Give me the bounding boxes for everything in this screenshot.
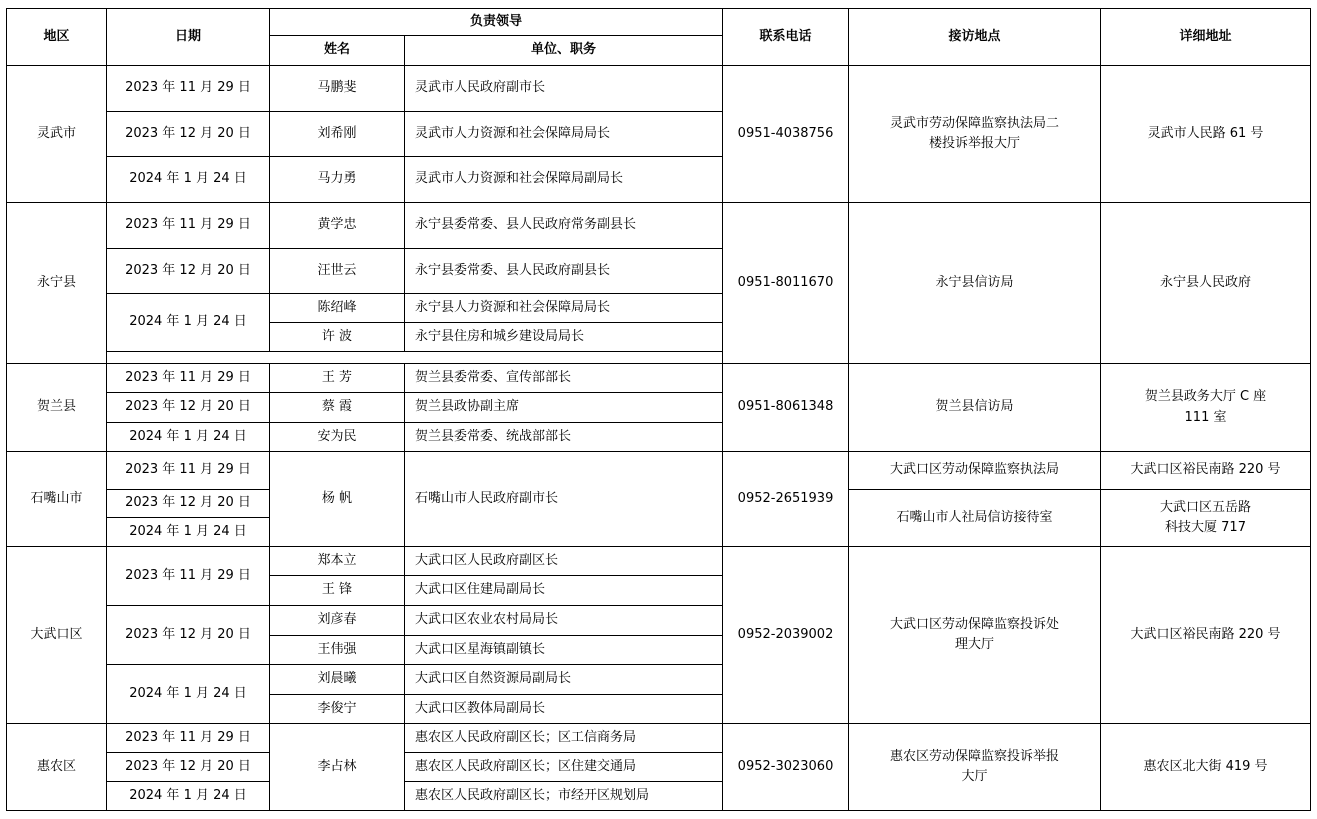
address-cell: 永宁县人民政府 (1101, 203, 1311, 364)
date-cell: 2024 年 1 月 24 日 (107, 665, 270, 724)
table-row (7, 547, 1311, 576)
header-phone: 联系电话 (723, 9, 849, 66)
region-cell: 永宁县 (7, 203, 107, 364)
leader-name: 马力勇 (270, 157, 405, 203)
leader-name: 李占林 (270, 724, 405, 811)
leader-name: 黄学忠 (270, 203, 405, 249)
leader-role: 大武口区农业农村局局长 (405, 606, 723, 636)
venue-cell: 灵武市劳动保障监察执法局二 楼投诉举报大厅 (849, 66, 1101, 203)
venue-cell: 大武口区劳动保障监察执法局 (849, 452, 1101, 490)
address-cell: 惠农区北大街 419 号 (1101, 724, 1311, 811)
date-cell: 2023 年 12 月 20 日 (107, 249, 270, 294)
date-cell: 2023 年 11 月 29 日 (107, 724, 270, 753)
leader-name: 李俊宁 (270, 695, 405, 724)
date-cell: 2024 年 1 月 24 日 (107, 157, 270, 203)
leader-role: 永宁县住房和城乡建设局局长 (405, 323, 723, 352)
leader-role: 灵武市人民政府副市长 (405, 66, 723, 112)
header-date: 日期 (107, 9, 270, 66)
table-row (7, 452, 1311, 490)
header-leader-group: 负责领导 (270, 9, 723, 36)
leader-role: 大武口区星海镇副镇长 (405, 636, 723, 665)
date-cell: 2023 年 11 月 29 日 (107, 547, 270, 606)
region-cell: 灵武市 (7, 66, 107, 203)
date-cell: 2023 年 11 月 29 日 (107, 452, 270, 490)
leader-name: 杨 帆 (270, 452, 405, 547)
leader-name: 王 芳 (270, 364, 405, 393)
leader-name: 安为民 (270, 423, 405, 452)
venue-cell: 贺兰县信访局 (849, 364, 1101, 452)
leader-name: 许 波 (270, 323, 405, 352)
date-cell: 2023 年 12 月 20 日 (107, 490, 270, 518)
address-cell: 大武口区裕民南路 220 号 (1101, 452, 1311, 490)
leader-name: 刘希刚 (270, 112, 405, 157)
date-cell: 2023 年 12 月 20 日 (107, 112, 270, 157)
leader-role: 惠农区人民政府副区长；区工信商务局 (405, 724, 723, 753)
leader-name: 蔡 霞 (270, 393, 405, 423)
leader-role: 惠农区人民政府副区长；区住建交通局 (405, 753, 723, 782)
header-region: 地区 (7, 9, 107, 66)
leader-role: 大武口区住建局副局长 (405, 576, 723, 606)
address-cell: 大武口区裕民南路 220 号 (1101, 547, 1311, 724)
table-row (7, 66, 1311, 112)
leader-role: 灵武市人力资源和社会保障局副局长 (405, 157, 723, 203)
header-name: 姓名 (270, 36, 405, 66)
leader-role: 贺兰县政协副主席 (405, 393, 723, 423)
date-cell: 2024 年 1 月 24 日 (107, 782, 270, 811)
leader-role: 永宁县委常委、县人民政府副县长 (405, 249, 723, 294)
venue-cell: 永宁县信访局 (849, 203, 1101, 364)
date-cell: 2024 年 1 月 24 日 (107, 423, 270, 452)
leader-role: 石嘴山市人民政府副市长 (405, 452, 723, 547)
leader-role: 灵武市人力资源和社会保障局局长 (405, 112, 723, 157)
leader-name: 郑本立 (270, 547, 405, 576)
date-cell: 2024 年 1 月 24 日 (107, 294, 270, 352)
leader-role: 贺兰县委常委、统战部部长 (405, 423, 723, 452)
address-cell: 灵武市人民路 61 号 (1101, 66, 1311, 203)
date-cell: 2023 年 11 月 29 日 (107, 364, 270, 393)
table-row (7, 724, 1311, 753)
leader-role: 大武口区人民政府副区长 (405, 547, 723, 576)
venue-cell: 大武口区劳动保障监察投诉处 理大厅 (849, 547, 1101, 724)
leader-name: 马鹏斐 (270, 66, 405, 112)
header-address: 详细地址 (1101, 9, 1311, 66)
region-cell: 惠农区 (7, 724, 107, 811)
phone-cell: 0952-2651939 (723, 452, 849, 547)
leader-role: 大武口区教体局副局长 (405, 695, 723, 724)
leader-name: 汪世云 (270, 249, 405, 294)
region-cell: 贺兰县 (7, 364, 107, 452)
date-cell: 2024 年 1 月 24 日 (107, 518, 270, 547)
leader-name: 陈绍峰 (270, 294, 405, 323)
leader-name: 王 锋 (270, 576, 405, 606)
phone-cell: 0952-3023060 (723, 724, 849, 811)
header-unit-position: 单位、职务 (405, 36, 723, 66)
region-cell: 大武口区 (7, 547, 107, 724)
leader-role: 永宁县委常委、县人民政府常务副县长 (405, 203, 723, 249)
leader-role: 永宁县人力资源和社会保障局局长 (405, 294, 723, 323)
date-cell: 2023 年 11 月 29 日 (107, 66, 270, 112)
date-cell: 2023 年 12 月 20 日 (107, 393, 270, 423)
venue-cell: 石嘴山市人社局信访接待室 (849, 490, 1101, 547)
table-row (7, 364, 1311, 393)
phone-cell: 0951-8011670 (723, 203, 849, 364)
date-cell: 2023 年 12 月 20 日 (107, 753, 270, 782)
leader-role: 贺兰县委常委、宣传部部长 (405, 364, 723, 393)
date-cell: 2023 年 12 月 20 日 (107, 606, 270, 665)
date-cell: 2023 年 11 月 29 日 (107, 203, 270, 249)
region-cell: 石嘴山市 (7, 452, 107, 547)
leader-name: 刘晨曦 (270, 665, 405, 695)
leader-role: 大武口区自然资源局副局长 (405, 665, 723, 695)
phone-cell: 0951-8061348 (723, 364, 849, 452)
table-row (7, 203, 1311, 249)
phone-cell: 0951-4038756 (723, 66, 849, 203)
address-cell: 大武口区五岳路 科技大厦 717 (1101, 490, 1311, 547)
leader-role: 惠农区人民政府副区长；市经开区规划局 (405, 782, 723, 811)
address-cell: 贺兰县政务大厅 C 座 111 室 (1101, 364, 1311, 452)
schedule-table (6, 8, 1311, 811)
venue-cell: 惠农区劳动保障监察投诉举报 大厅 (849, 724, 1101, 811)
header-venue: 接访地点 (849, 9, 1101, 66)
leader-name: 王伟强 (270, 636, 405, 665)
phone-cell: 0952-2039002 (723, 547, 849, 724)
leader-name: 刘彦春 (270, 606, 405, 636)
